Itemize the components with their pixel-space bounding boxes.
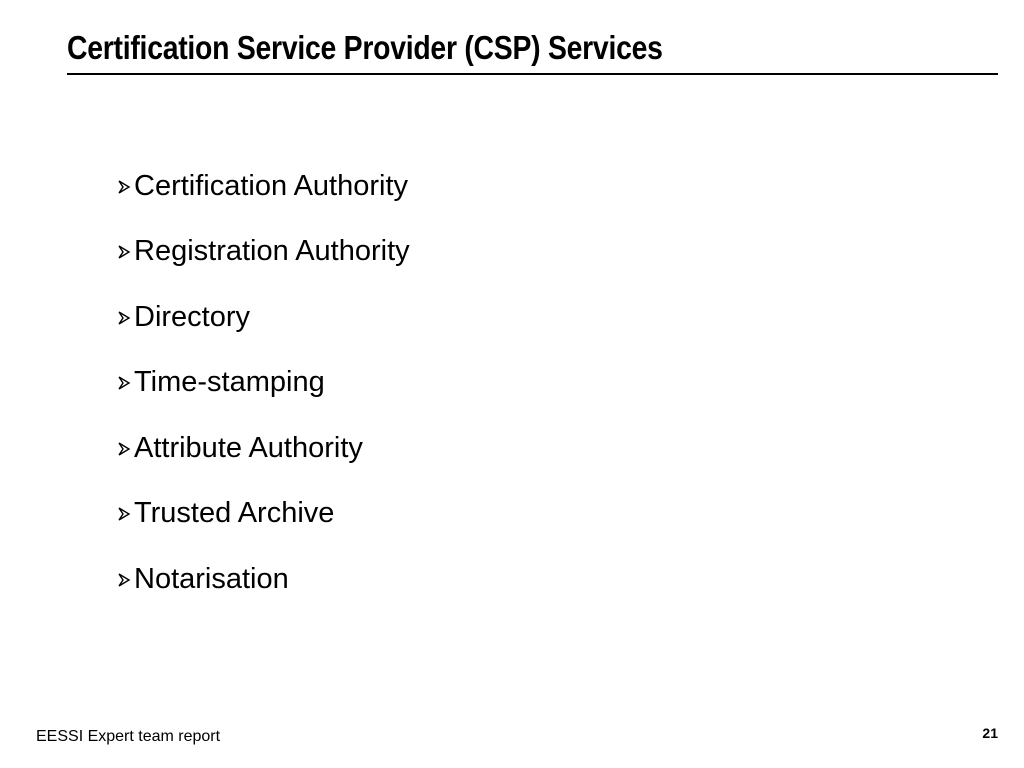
arrowhead-bullet-icon xyxy=(113,434,134,464)
footer-text: EESSI Expert team report xyxy=(36,728,221,745)
slide-title: Certification Service Provider (CSP) Services xyxy=(67,29,663,66)
bullet-list xyxy=(113,163,410,612)
bullet-text: Notarisation xyxy=(134,562,289,595)
bullet-text: Trusted Archive xyxy=(134,497,335,530)
bullet-text: Registration Authority xyxy=(134,235,410,268)
bullet-text: Attribute Authority xyxy=(134,431,363,464)
arrowhead-bullet-icon xyxy=(113,237,134,267)
arrowhead-bullet-icon xyxy=(113,303,134,333)
page-number: 21 xyxy=(982,725,998,741)
arrowhead-bullet-icon xyxy=(113,368,134,398)
bullet-item xyxy=(113,415,410,481)
bullet-text: Certification Authority xyxy=(134,169,409,202)
arrowhead-bullet-icon xyxy=(113,499,134,529)
bullet-item xyxy=(113,284,410,350)
bullet-item xyxy=(113,219,410,285)
arrowhead-bullet-icon xyxy=(113,172,134,202)
bullet-text: Directory xyxy=(134,300,251,333)
bullet-item xyxy=(113,481,410,547)
bullet-item xyxy=(113,546,410,612)
bullet-item xyxy=(113,153,410,219)
arrowhead-bullet-icon xyxy=(113,565,134,595)
bullet-text: Time-stamping xyxy=(134,366,325,399)
bullet-item xyxy=(113,350,410,416)
title-divider xyxy=(67,73,998,75)
